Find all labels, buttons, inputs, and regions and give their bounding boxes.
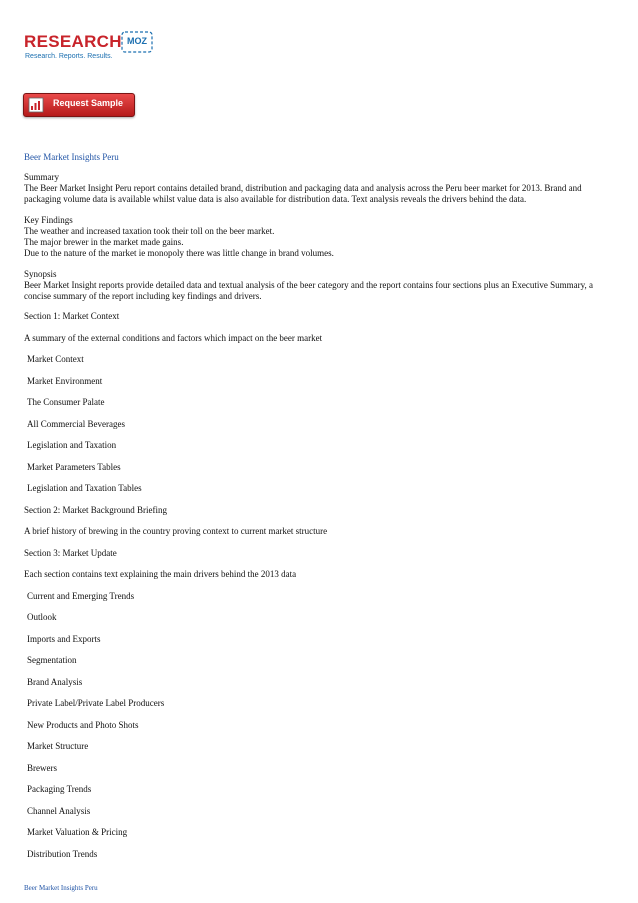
- list-item: Brand Analysis: [27, 677, 83, 687]
- footer-link[interactable]: Beer Market Insights Peru: [24, 884, 98, 892]
- summary-block: [24, 172, 606, 205]
- list-item: Market Environment: [27, 376, 103, 386]
- section3-heading: Section 3: Market Update: [24, 548, 117, 558]
- list-item: Legislation and Taxation Tables: [27, 483, 142, 493]
- key-findings-heading: Key Findings: [24, 215, 73, 225]
- list-item: Packaging Trends: [27, 784, 92, 794]
- list-item: Segmentation: [27, 655, 77, 665]
- summary-text-line: packaging volume data is available whilst value data is also available for distribution data. Text analysis reveals the drivers behind the data.: [24, 194, 527, 204]
- list-item: All Commercial Beverages: [27, 419, 125, 429]
- list-item: Private Label/Private Label Producers: [27, 698, 165, 708]
- list-item: Imports and Exports: [27, 634, 101, 644]
- document-chart-icon: [28, 97, 44, 113]
- logo-wordmark: RESEARCH: [24, 32, 122, 51]
- section2-description: A brief history of brewing in the country proving context to current market structure: [24, 526, 328, 536]
- section1-heading: Section 1: Market Context: [24, 311, 120, 321]
- list-item: Distribution Trends: [27, 849, 98, 859]
- list-item: Market Structure: [27, 741, 89, 751]
- summary-text-line: The Beer Market Insight Peru report contains detailed brand, distribution and packaging data and analysis across the Peru beer market for 2013. Brand and: [24, 183, 582, 193]
- key-finding-item: The major brewer in the market made gains.: [24, 237, 184, 247]
- key-findings-block: [24, 215, 606, 259]
- list-item: Market Parameters Tables: [27, 462, 121, 472]
- synopsis-text-line: Beer Market Insight reports provide detailed data and textual analysis of the beer category and the report contains four sections plus an Executive Summary, a: [24, 280, 593, 290]
- summary-heading: Summary: [24, 172, 59, 182]
- title-link[interactable]: Beer Market Insights Peru: [24, 152, 119, 162]
- list-item: Outlook: [27, 612, 57, 622]
- synopsis-block: [24, 269, 606, 302]
- request-sample-label: Request Sample: [53, 98, 124, 108]
- logo-moz-badge-icon: [121, 31, 153, 53]
- logo-tagline: Research. Reports. Results.: [25, 53, 113, 60]
- section2-heading: Section 2: Market Background Briefing: [24, 505, 167, 515]
- list-item: The Consumer Palate: [27, 397, 105, 407]
- section3-description: Each section contains text explaining the main drivers behind the 2013 data: [24, 569, 297, 579]
- synopsis-heading: Synopsis: [24, 269, 57, 279]
- synopsis-text-line: concise summary of the report including key findings and drivers.: [24, 291, 262, 301]
- logo-moz-text: MOZ: [127, 36, 147, 46]
- list-item: Brewers: [27, 763, 57, 773]
- key-finding-item: The weather and increased taxation took their toll on the beer market.: [24, 226, 275, 236]
- key-finding-item: Due to the nature of the market ie monopoly there was little change in brand volumes.: [24, 248, 334, 258]
- section1-description: A summary of the external conditions and factors which impact on the beer market: [24, 333, 323, 343]
- request-sample-button[interactable]: [23, 93, 135, 117]
- list-item: Current and Emerging Trends: [27, 591, 135, 601]
- list-item: Channel Analysis: [27, 806, 91, 816]
- list-item: Legislation and Taxation: [27, 440, 117, 450]
- list-item: Market Valuation & Pricing: [27, 827, 128, 837]
- list-item: Market Context: [27, 354, 84, 364]
- list-item: New Products and Photo Shots: [27, 720, 139, 730]
- researchmoz-logo[interactable]: [24, 30, 147, 64]
